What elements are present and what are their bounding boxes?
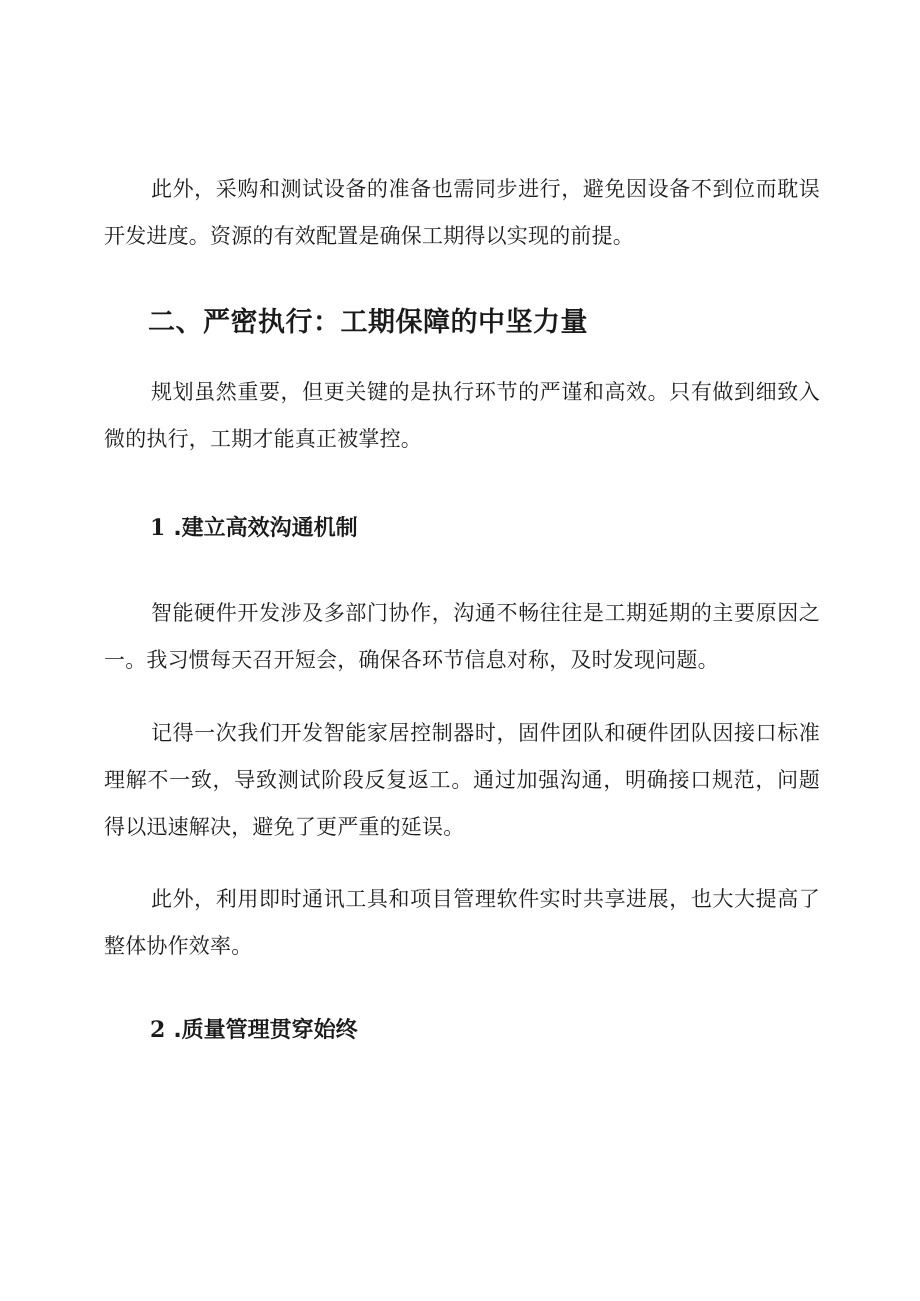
subheading-number: 1 [150, 515, 166, 541]
paragraph-collaboration-tools: 此外，利用即时通讯工具和项目管理软件实时共享进展，也大大提高了整体协作效率。 [104, 887, 820, 958]
paragraph-smart-home-example: 记得一次我们开发智能家居控制器时，固件团队和硬件团队因接口标准理解不一致，导致测试阶段反复返工。通过加强沟通，明确接口规范，问题得以迅速解决，避免了更严重的延误。 [104, 721, 820, 839]
section-heading-strict-execution: 二、严密执行：工期保障的中坚力量 [148, 307, 588, 338]
subheading-quality-management [150, 1012, 358, 1049]
subheading-communication-mechanism [150, 510, 358, 547]
subheading-number: 2 [150, 1017, 166, 1043]
subheading-title: .质量管理贯穿始终 [173, 1018, 358, 1043]
paragraph-equipment-preparation: 此外，采购和测试设备的准备也需同步进行，避免因设备不到位而耽误开发进度。资源的有效配置是确保工期得以实现的前提。 [104, 177, 820, 248]
paragraph-multi-department-collaboration: 智能硬件开发涉及多部门协作，沟通不畅往往是工期延期的主要原因之一。我习惯每天召开短会，确保各环节信息对称，及时发现问题。 [104, 601, 820, 672]
paragraph-execution-importance: 规划虽然重要，但更关键的是执行环节的严谨和高效。只有做到细致入微的执行，工期才能真正被掌控。 [104, 380, 820, 451]
subheading-title: .建立高效沟通机制 [173, 516, 358, 541]
